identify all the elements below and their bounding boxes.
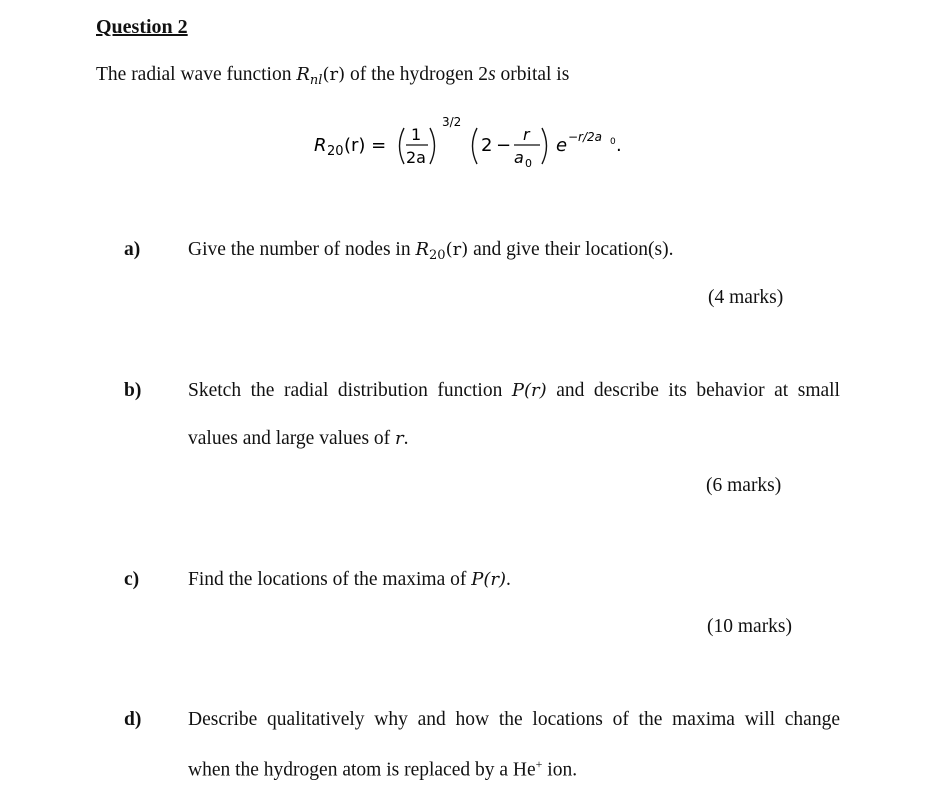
question-heading: Question 2: [96, 16, 188, 38]
eq-lhs-subscript: 20: [327, 144, 344, 159]
part-b-line1-symbol: P(r): [511, 380, 547, 401]
part-c-label: c): [124, 569, 140, 590]
part-c-text-after: .: [506, 569, 511, 590]
part-b-label: b): [124, 380, 142, 401]
part-a-label: a): [124, 239, 141, 260]
left-paren-2: [473, 128, 478, 164]
eq-exponent: 3/2: [442, 115, 462, 129]
eq-frac2-denominator: a: [514, 148, 524, 167]
right-paren-2: [542, 128, 547, 164]
part-a-text-before: Give the number of nodes in: [188, 239, 416, 260]
eq-lhs-arg: (r) =: [344, 135, 387, 156]
eq-frac1-denominator: 2a: [406, 148, 426, 167]
left-paren-1: [400, 128, 405, 164]
radial-function-symbol: R: [296, 64, 310, 85]
part-c-text: [188, 569, 840, 591]
part-a-symbol-subscript: 20: [429, 248, 446, 263]
part-b-line1-before: Sketch the radial distribution function: [188, 380, 512, 401]
part-a-text: [188, 239, 840, 263]
part-c-text-before: Find the locations of the maxima of: [188, 569, 472, 590]
part-b-line-2: [188, 428, 840, 450]
right-paren-1: [430, 128, 435, 164]
part-c-symbol: P(r): [471, 569, 507, 590]
part-b-line2-symbol: r: [395, 428, 404, 449]
eq-two: 2: [481, 135, 493, 156]
eq-period: .: [616, 135, 622, 156]
intro-text-end: orbital is: [495, 64, 570, 85]
part-b-marks: (6 marks): [706, 475, 782, 496]
eq-frac2-denominator-subscript: 0: [525, 157, 532, 170]
radial-function-arg: (r): [322, 64, 346, 85]
part-b-line1-after: and describe its behavior at small: [546, 380, 840, 401]
eq-frac1-numerator: 1: [411, 125, 422, 144]
part-a-text-after: and give their location(s).: [468, 239, 674, 260]
part-a-symbol: R: [415, 239, 430, 260]
part-d-label: d): [124, 709, 142, 730]
part-d-charge-superscript: +: [535, 757, 543, 771]
part-d-line2-after: ion.: [542, 759, 578, 781]
part-a-marks: (4 marks): [708, 287, 784, 308]
part-d-line2-before: when the hydrogen atom is replaced by a He: [188, 759, 536, 781]
orbital-letter: s: [488, 64, 496, 85]
part-b-line2-after: .: [403, 428, 409, 449]
part-b-line2-before: values and large values of: [188, 428, 396, 449]
intro-text-before: The radial wave function: [96, 64, 297, 85]
part-b-line-1: [188, 380, 840, 402]
part-d-line-1: Describe qualitatively why and how the locations of the maxima will change: [188, 709, 840, 730]
radial-function-subscript: nl: [309, 73, 323, 88]
radial-wave-equation: [300, 108, 640, 172]
intro-sentence: [96, 64, 569, 88]
eq-frac2-numerator: r: [523, 125, 530, 144]
part-d-line-2: [188, 757, 840, 782]
eq-exp-power: −r/2a: [568, 130, 603, 144]
eq-exp-base: e: [556, 135, 568, 156]
eq-minus: −: [496, 135, 512, 156]
part-c-marks: (10 marks): [707, 616, 793, 637]
part-a-symbol-arg: (r): [445, 239, 469, 260]
eq-lhs-R: R: [314, 135, 327, 156]
eq-exp-power-subscript: 0: [610, 137, 616, 147]
intro-text-after: of the hydrogen 2: [345, 64, 489, 85]
